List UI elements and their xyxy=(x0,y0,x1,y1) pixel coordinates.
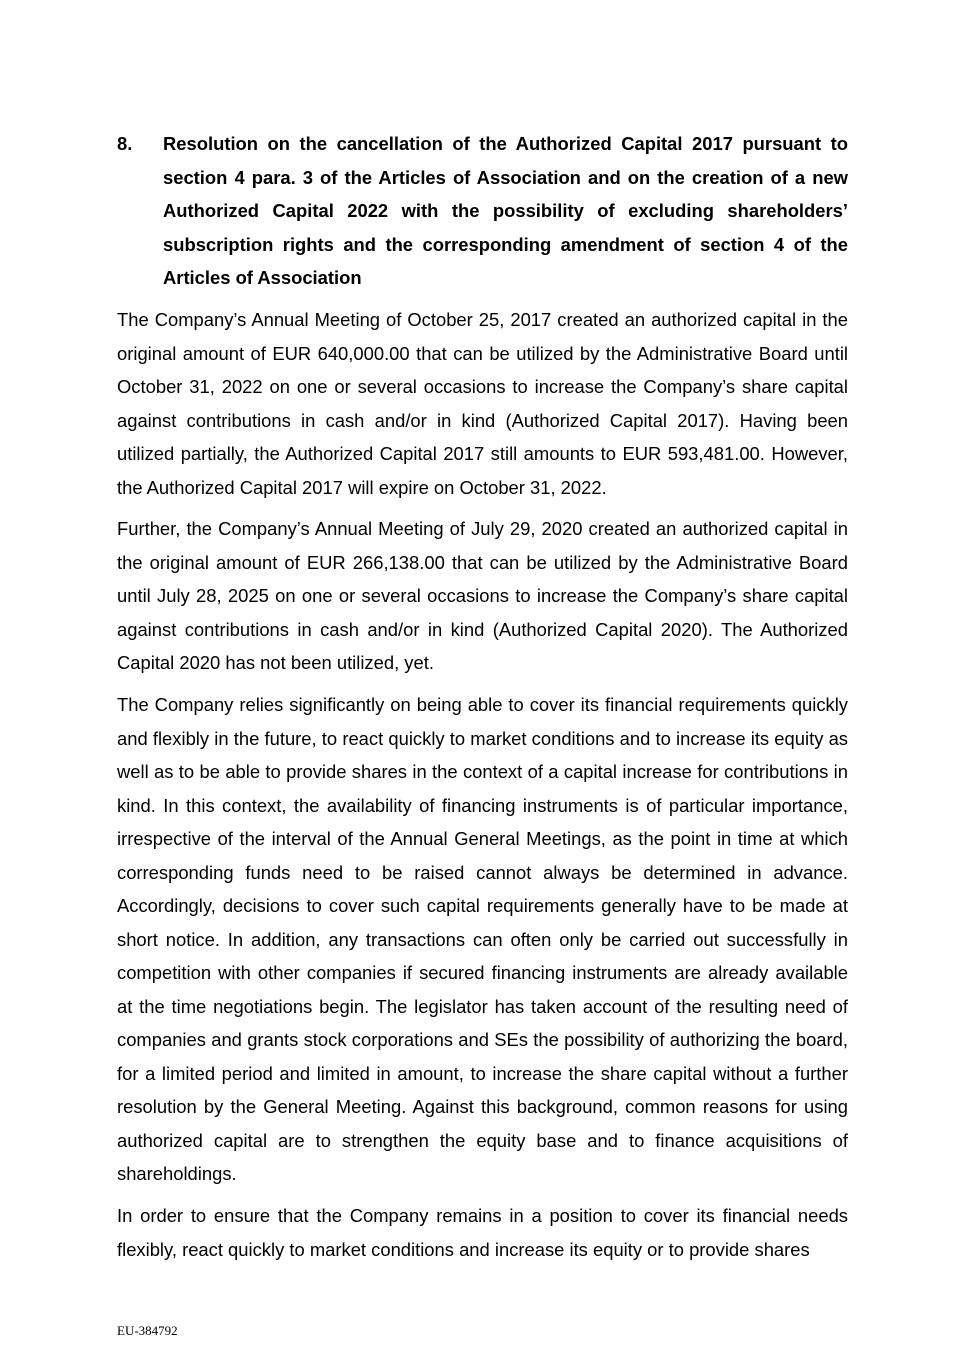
section-title: Resolution on the cancellation of the Authorized Capital 2017 pursuant to section 4 para. 3 of the Articles of Association and on the creation of a new Authorized Capital 2022 with the possibility of excluding shareholders’ subscription rights and the corresponding amendment of section 4 of the Articles of Association xyxy=(163,133,848,288)
paragraph-continuation: In order to ensure that the Company remains in a position to cover its financial needs flexibly, react quickly to market conditions and increase its equity or to provide shares xyxy=(117,1205,848,1260)
section-number: 8. xyxy=(117,133,133,154)
paragraph-authorized-capital-2020: Further, the Company’s Annual Meeting of July 29, 2020 created an authorized capital in the original amount of EUR 266,138.00 that can be utilized by the Administrative Board until July 28, 2025 on one or several occasions to increase the Company’s share capital against contributions in cash and/or in kind (Authorized Capital 2020). The Authorized Capital 2020 has not been utilized, yet. xyxy=(117,518,848,673)
document-id-footer: EU-384792 xyxy=(117,1323,178,1338)
paragraph-authorized-capital-2017: The Company’s Annual Meeting of October 25, 2017 created an authorized capital in the original amount of EUR 640,000.00 that can be utilized by the Administrative Board until October 31, 2022 on one or several occasions to increase the Company’s share capital against contributions in cash and/or in kind (Authorized Capital 2017). Having been utilized partially, the Authorized Capital 2017 still amounts to EUR 593,481.00. However, the Authorized Capital 2017 will expire on October 31, 2022. xyxy=(117,309,848,498)
section-heading xyxy=(117,127,848,295)
paragraph-financing-rationale: The Company relies significantly on being able to cover its financial requirements quickly and flexibly in the future, to react quickly to market conditions and to increase its equity as well as to be able to provide shares in the context of a capital increase for contributions in kind. In this context, the availability of financing instruments is of particular importance, irrespective of the interval of the Annual General Meetings, as the point in time at which corresponding funds need to be raised cannot always be determined in advance. Accordingly, decisions to cover such capital requirements generally have to be made at short notice. In addition, any transactions can often only be carried out successfully in competition with other companies if secured financing instruments are already available at the time negotiations begin. The legislator has taken account of the resulting need of companies and grants stock corporations and SEs the possibility of authorizing the board, for a limited period and limited in amount, to increase the share capital without a further resolution by the General Meeting. Against this background, common reasons for using authorized capital are to strengthen the equity base and to finance acquisitions of shareholdings. xyxy=(117,694,848,1184)
